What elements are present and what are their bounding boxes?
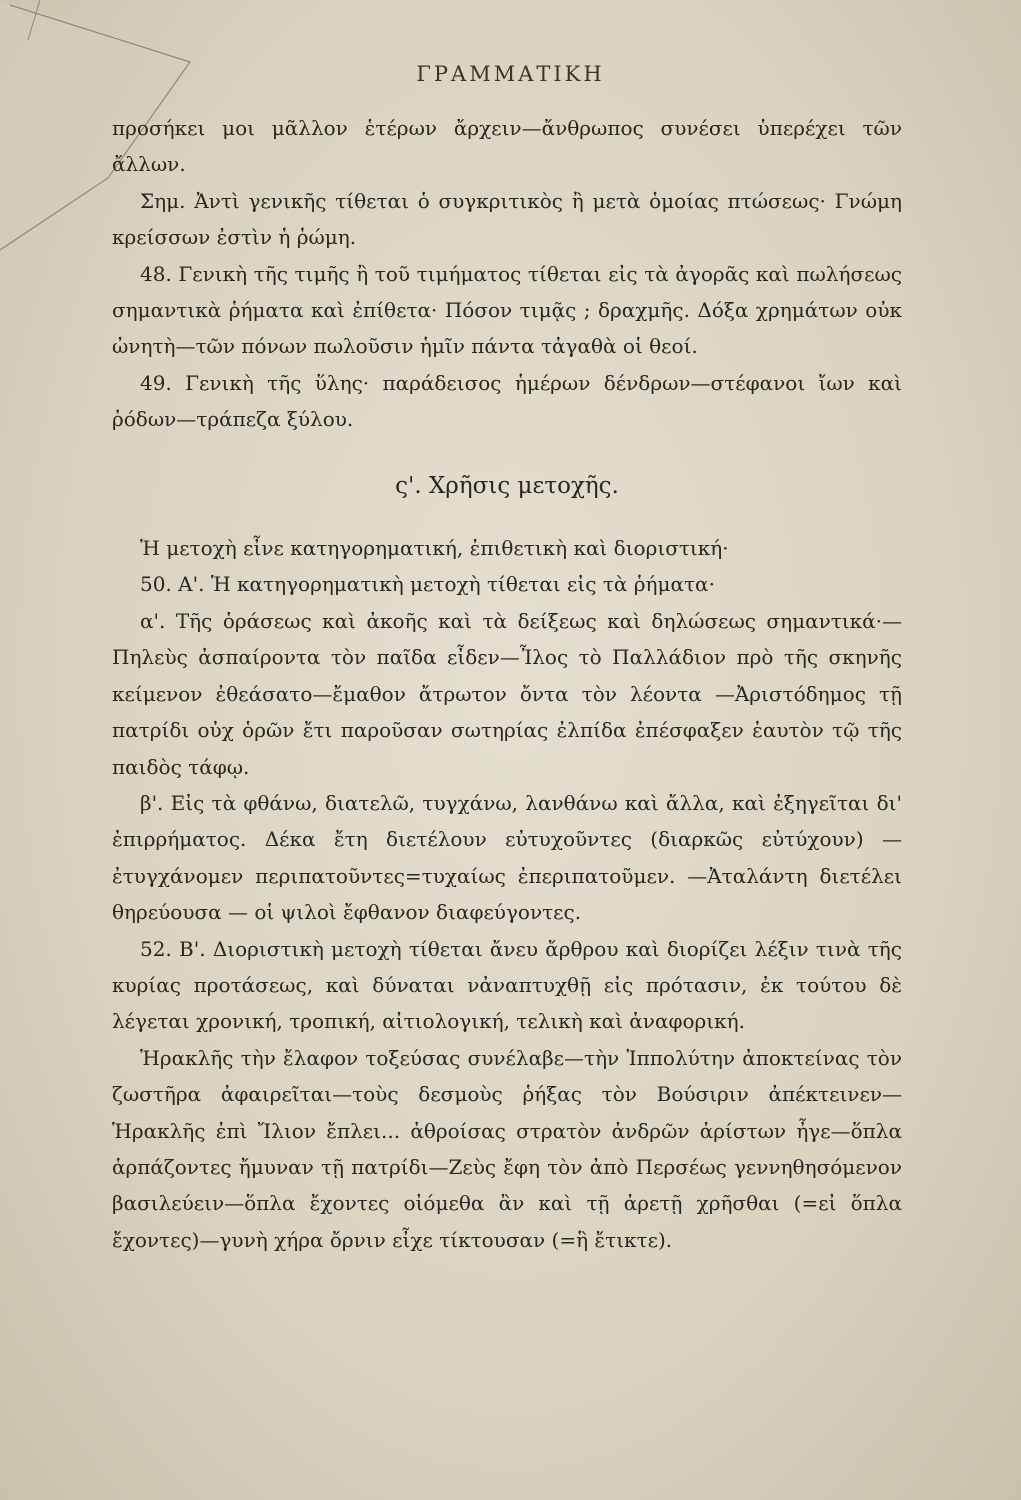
body-text xyxy=(112,110,902,1258)
paragraph-52: 52. Β'. Διοριστικὴ μετοχὴ τίθεται ἄνευ ἄρθρου καὶ διορίζει λέξιν τινὰ τῆς κυρίας προτάσεως, καὶ δύναται νἀναπτυχθῇ εἰς πρότασιν, ἐκ τούτου δὲ λέγεται χρονική, τροπική, αἰτιολογική, τελικὴ καὶ ἀναφορική. xyxy=(112,936,902,1034)
paragraph-50: 50. Α'. Ἡ κατηγορηματικὴ μετοχὴ τίθεται εἰς τὰ ῥήματα· xyxy=(140,572,715,597)
paragraph-note: Σημ. Ἀντὶ γενικῆς τίθεται ὁ συγκριτικὸς ἢ μετὰ ὁμοίας πτώσεως· Γνώμη κρείσσων ἐστὶν ἡ ῥώμη. xyxy=(112,188,902,250)
paragraph: προσήκει μοι μᾶλλον ἑτέρων ἄρχειν—ἄνθρωπος συνέσει ὑπερέχει τῶν ἄλλων. xyxy=(112,116,902,177)
paragraph-48: 48. Γενικὴ τῆς τιμῆς ἢ τοῦ τιμήματος τίθεται εἰς τὰ ἀγορᾶς καὶ πωλήσεως σημαντικὰ ῥήματα καὶ ἐπίθετα· Πόσον τιμᾷς ; δραχμῆς. Δόξα χρημάτων οὐκ ὠνητὴ—τῶν πόνων πωλοῦσιν ἡμῖν πάντα τἀγαθὰ οἱ θεοί. xyxy=(112,261,902,359)
section-heading: ς'. Χρῆσις μετοχῆς. xyxy=(395,472,619,499)
running-header: ΓΡΑΜΜΑΤΙΚΗ xyxy=(416,62,605,86)
paragraph-intro: Ἡ μετοχὴ εἶνε κατηγορηματική, ἐπιθετικὴ καὶ διοριστική· xyxy=(140,536,729,561)
paragraph-49: 49. Γενικὴ τῆς ὕλης· παράδεισος ἡμέρων δένδρων—στέφανοι ἴων καὶ ῥόδων—τράπεζα ξύλου. xyxy=(112,370,902,432)
paragraph-50b: β'. Εἰς τὰ φθάνω, διατελῶ, τυγχάνω, λανθάνω καὶ ἄλλα, καὶ ἐξηγεῖται δι' ἐπιρρήματος. Δέκα ἔτη διετέλουν εὐτυχοῦντες (διαρκῶς εὐτύχουν) — ἐτυγχάνομεν περιπατοῦντες=τυχαίως ἐπεριπατοῦμεν. —Ἀταλάντη διετέλει θηρεύουσα — οἱ ψιλοὶ ἔφθανον διαφεύγοντες. xyxy=(112,790,902,925)
paragraph-50a: α'. Τῆς ὁράσεως καὶ ἀκοῆς καὶ τὰ δείξεως καὶ δηλώσεως σημαντικά·—Πηλεὺς ἀσπαίροντα τὸν παῖδα εἶδεν—Ἶλος τὸ Παλλάδιον πρὸ τῆς σκηνῆς κείμενον ἐθεάσατο—ἔμαθον ἄτρωτον ὄντα τὸν λέοντα —Ἀριστόδημος τῇ πατρίδι οὐχ ὁρῶν ἔτι παροῦσαν σωτηρίας ἐλπίδα ἐπέσφαξεν ἑαυτὸν τῷ τῆς παιδὸς τάφῳ. xyxy=(112,608,902,779)
paragraph-examples: Ἡρακλῆς τὴν ἔλαφον τοξεύσας συνέλαβε—τὴν Ἱππολύτην ἀποκτείνας τὸν ζωστῆρα ἀφαιρεῖται—τοὺς δεσμοὺς ῥήξας τὸν Βούσιριν ἀπέκτεινεν—Ἡρακλῆς ἐπὶ Ἴλιον ἔπλει... ἀθροίσας στρατὸν ἀνδρῶν ἀρίστων ἦγε—ὅπλα ἁρπάζοντες ἤμυναν τῇ πατρίδι—Ζεὺς ἔφη τὸν ἀπὸ Περσέως γεννηθησόμενον βασιλεύειν—ὅπλα ἔχοντες οἰόμεθα ἂν καὶ τῇ ἀρετῇ χρῆσθαι (=εἰ ὅπλα ἔχοντες)—γυνὴ χήρα ὄρνιν εἶχε τίκτουσαν (=ἣ ἔτικτε). xyxy=(112,1045,902,1252)
